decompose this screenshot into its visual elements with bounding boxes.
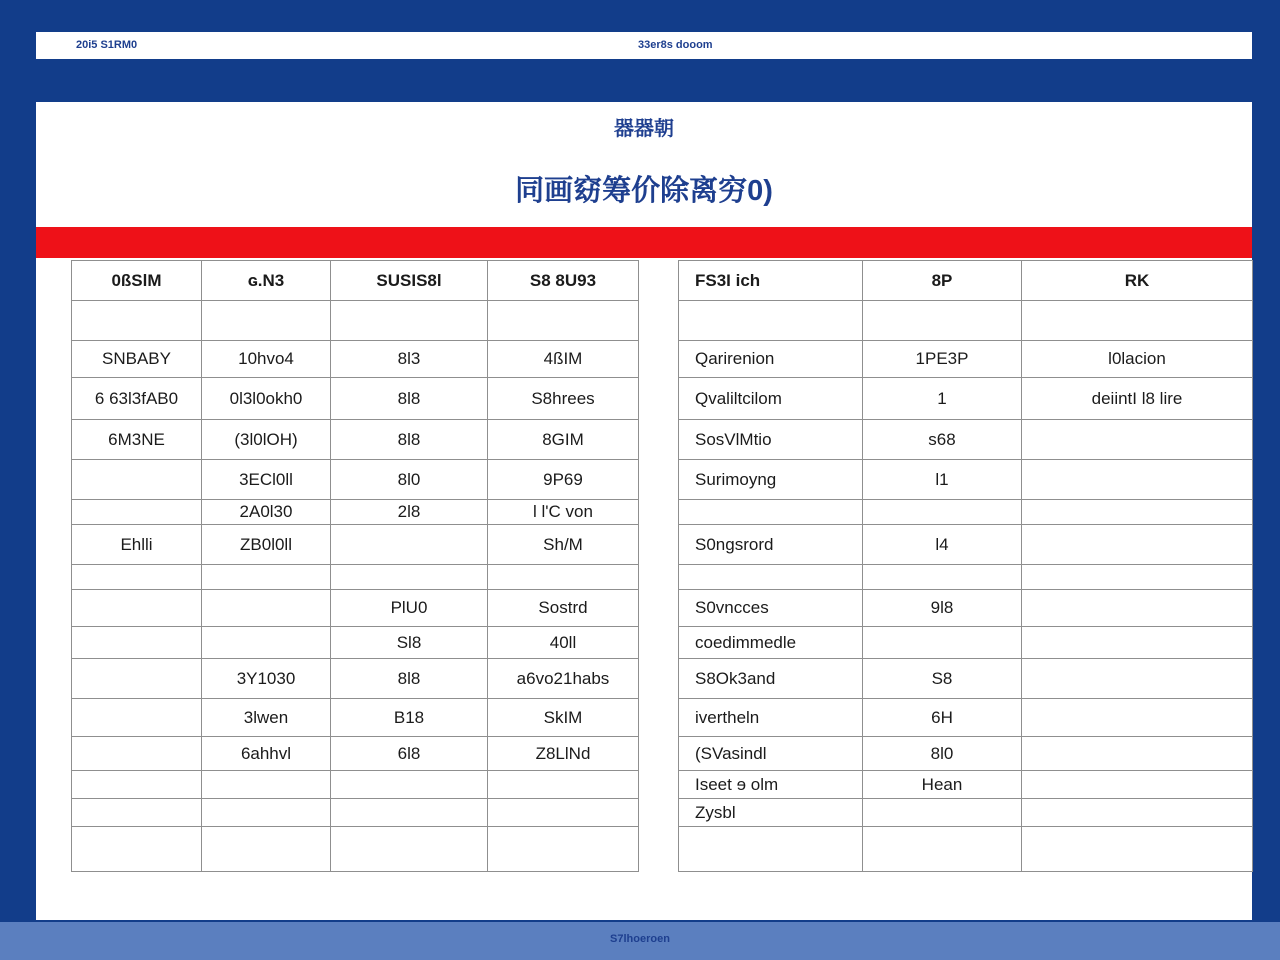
table-cell: 6H [863,699,1022,737]
table-cell: SNBABY [72,341,202,378]
table-cell: 6ahhvl [202,737,331,771]
table-cell [1022,799,1253,827]
footer-bar [0,922,1280,960]
table-cell: ZB0l0ll [202,525,331,565]
table-cell [863,565,1022,590]
data-table [71,260,1253,872]
table-cell: l4 [863,525,1022,565]
table-cell: S0vncces [679,590,863,627]
table-row [72,341,1253,378]
table-cell: B18 [331,699,488,737]
table-gap-cell [639,737,679,771]
table-row [72,799,1253,827]
table-cell: 6 63l3fAB0 [72,378,202,420]
table-cell [1022,565,1253,590]
table-cell [331,799,488,827]
table-cell [72,565,202,590]
table-row [72,420,1253,460]
table-cell: Sostrd [488,590,639,627]
table-cell: Iseet ɘ olm [679,771,863,799]
table-gap-cell [639,420,679,460]
table-cell [863,627,1022,659]
table-row [72,699,1253,737]
table-row [72,737,1253,771]
table-cell: S8Ok3and [679,659,863,699]
table-cell: 3lwen [202,699,331,737]
table-cell [1022,500,1253,525]
table-cell [488,301,639,341]
table-cell [72,627,202,659]
table-cell: 0l3l0okh0 [202,378,331,420]
table-cell: (3l0lOH) [202,420,331,460]
table-gap-cell [639,500,679,525]
table-cell [72,771,202,799]
footer-text: S7lhoeroen [610,933,670,945]
table-cell [72,799,202,827]
table-cell: deiintI l8 lire [1022,378,1253,420]
table-gap-cell [639,659,679,699]
table-cell [72,500,202,525]
table-cell [202,827,331,872]
table-cell [863,301,1022,341]
table-cell: 8l8 [331,378,488,420]
table-gap-cell [639,627,679,659]
table-cell: l1 [863,460,1022,500]
table-cell: 4ßIM [488,341,639,378]
table-cell: 1 [863,378,1022,420]
table-cell [1022,301,1253,341]
table-cell: Qarirenion [679,341,863,378]
table-cell: (SVasindl [679,737,863,771]
table-gap-cell [639,565,679,590]
document-kicker: 器器朝 [614,118,674,140]
table-row [72,500,1253,525]
table-cell [488,771,639,799]
table-cell [331,771,488,799]
table-cell [488,565,639,590]
top-bar [36,32,1252,59]
table-cell: ivertheln [679,699,863,737]
table-cell: 8l0 [863,737,1022,771]
table-cell: 9P69 [488,460,639,500]
table-cell: s68 [863,420,1022,460]
table-cell: l l'C von [488,500,639,525]
table-cell: 8l8 [331,659,488,699]
table-cell: 8l0 [331,460,488,500]
table-row [72,771,1253,799]
table-header-row [72,261,1253,301]
table-cell [1022,699,1253,737]
table-gap-cell [639,261,679,301]
table-cell [72,827,202,872]
table-cell: SkIM [488,699,639,737]
table-row [72,378,1253,420]
table-gap-cell [639,590,679,627]
table-body [72,261,1253,872]
table-gap-cell [639,460,679,500]
table-cell [72,460,202,500]
table-gap-cell [639,771,679,799]
table-cell [1022,420,1253,460]
table-cell [202,799,331,827]
table-cell: 1PE3P [863,341,1022,378]
table-cell [331,301,488,341]
table-cell: l0lacion [1022,341,1253,378]
table-cell [863,500,1022,525]
table-header-cell: 0ßSlM [72,261,202,301]
table-cell: S0ngsrord [679,525,863,565]
table-cell [1022,771,1253,799]
table-cell: 8l3 [331,341,488,378]
red-divider-bar [36,227,1252,258]
top-bar-center-text: 33er8s dooom [638,39,713,51]
table-row [72,659,1253,699]
table-cell [72,301,202,341]
document-title: 同画窈筹价除离穷0) [515,175,773,207]
table-header-cell: ɢ.N3 [202,261,331,301]
table-cell [1022,525,1253,565]
table-cell: Ehlli [72,525,202,565]
table-header-cell: S8 8U93 [488,261,639,301]
table-gap-cell [639,827,679,872]
table-cell: PlU0 [331,590,488,627]
table-cell [1022,590,1253,627]
table-cell: 6l8 [331,737,488,771]
table-cell [679,301,863,341]
table-cell [202,771,331,799]
table-cell: 2A0l30 [202,500,331,525]
table-gap-cell [639,301,679,341]
table-header-cell: FS3I ich [679,261,863,301]
table-cell: 2l8 [331,500,488,525]
table-cell [202,590,331,627]
table-gap-cell [639,799,679,827]
table-cell [679,827,863,872]
table-cell: 40ll [488,627,639,659]
table-header-cell: RK [1022,261,1253,301]
table-cell [488,799,639,827]
table-cell [331,827,488,872]
table-cell [1022,460,1253,500]
table-cell: Zysbl [679,799,863,827]
table-cell: 8GIM [488,420,639,460]
table-header-cell: 8P [863,261,1022,301]
table-cell [72,699,202,737]
table-cell: Z8LlNd [488,737,639,771]
table-row [72,590,1253,627]
table-row [72,525,1253,565]
table-cell: Surimoyng [679,460,863,500]
table-cell [72,659,202,699]
table-cell [863,827,1022,872]
table-cell: SosVlMtio [679,420,863,460]
table-row [72,627,1253,659]
table-cell: 6M3NE [72,420,202,460]
table-gap-cell [639,525,679,565]
table-cell: S8hrees [488,378,639,420]
table-cell [863,799,1022,827]
table-cell: a6vo21habs [488,659,639,699]
table-cell [202,565,331,590]
table-cell: 3Y1030 [202,659,331,699]
table-cell: 8l8 [331,420,488,460]
table-cell [202,627,331,659]
table-gap-cell [639,699,679,737]
table-header-cell: SUSIS8l [331,261,488,301]
table-row [72,460,1253,500]
table-gap-cell [639,378,679,420]
table-cell: Sl8 [331,627,488,659]
table-cell: 3ECl0ll [202,460,331,500]
table-row [72,565,1253,590]
top-bar-left-text: 20i5 S1RM0 [76,39,138,51]
table-cell: 9l8 [863,590,1022,627]
table-cell [202,301,331,341]
table-cell [679,565,863,590]
table-row [72,827,1253,872]
table-cell [331,565,488,590]
table-row [72,301,1253,341]
table-cell: S8 [863,659,1022,699]
table-cell: coedimmedle [679,627,863,659]
table-cell [1022,827,1253,872]
table-cell [488,827,639,872]
table-cell: Qvaliltcilom [679,378,863,420]
table-cell [72,590,202,627]
table-cell [1022,737,1253,771]
table-cell: Hean [863,771,1022,799]
table-cell [1022,627,1253,659]
document-sheet [36,102,1252,920]
table-cell: 10hvo4 [202,341,331,378]
table-cell: Sh/M [488,525,639,565]
table-cell [72,737,202,771]
table-cell [331,525,488,565]
table-gap-cell [639,341,679,378]
table-cell [1022,659,1253,699]
table-cell [679,500,863,525]
